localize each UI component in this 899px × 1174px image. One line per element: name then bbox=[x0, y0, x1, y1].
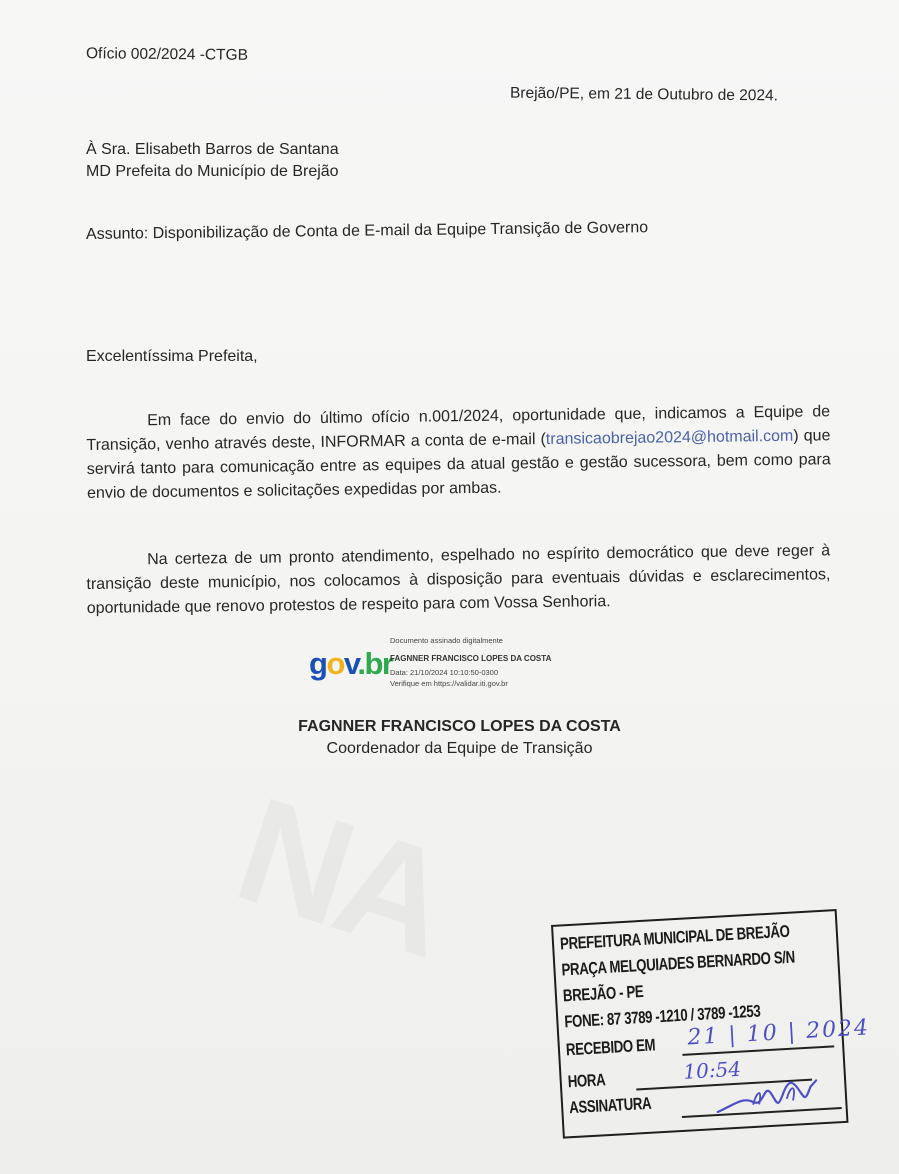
recipient-name: À Sra. Elisabeth Barros de Santana bbox=[86, 141, 339, 158]
govbr-logo: gov.br bbox=[309, 646, 393, 681]
oficio-number: Ofício 002/2024 -CTGB bbox=[85, 45, 249, 64]
signer-name: FAGNNER FRANCISCO LOPES DA COSTA bbox=[298, 718, 621, 735]
email-address: transicaobrejao2024@hotmail.com bbox=[545, 427, 794, 448]
body-paragraph-2 bbox=[86, 539, 831, 621]
stamp-line-1: PREFEITURA MUNICIPAL DE BREJÃO bbox=[559, 921, 790, 954]
digital-signature-date: Data: 21/10/2024 10:10:50-0300 bbox=[390, 668, 499, 677]
handwritten-received-time: 10:54 bbox=[682, 1056, 742, 1084]
digital-signature-verify: Verifique em https://validar.iti.gov.br bbox=[390, 679, 508, 688]
background-watermark bbox=[218, 763, 466, 991]
stamp-line-3: BREJÃO - PE bbox=[562, 981, 644, 1006]
salutation: Excelentíssima Prefeita, bbox=[86, 348, 258, 365]
digital-signature-name: FAGNNER FRANCISCO LOPES DA COSTA bbox=[390, 654, 552, 663]
recipient-title: MD Prefeita do Município de Brejão bbox=[86, 163, 339, 180]
body-paragraph-1 bbox=[86, 400, 831, 506]
reception-stamp bbox=[551, 909, 871, 1139]
subject-line: Assunto: Disponibilização de Conta de E-mail da Equipe Transição de Governo bbox=[85, 219, 649, 243]
handwritten-received-date: 21 | 10 | 2024 bbox=[686, 1015, 871, 1051]
place-date: Brejão/PE, em 21 de Outubro de 2024. bbox=[509, 84, 779, 105]
stamp-line-4: FONE: 87 3789 -1210 / 3789 -1253 bbox=[563, 1001, 761, 1032]
p1-text-before: Em face do envio do último ofício n.001/2024, oportunidade que, indicamos a Equipe de Transição, venho através deste, INFORMAR a conta de e-mail ( bbox=[86, 403, 831, 454]
p1-text-after: ) que servirá tanto para comunicação entre as equipes da atual gestão e gestão sucessora, bem como para envio de documentos e solicitações expedidas por ambas. bbox=[86, 427, 831, 502]
stamp-hora-label: HORA bbox=[567, 1070, 606, 1092]
stamp-received-label: RECEBIDO EM bbox=[565, 1035, 656, 1060]
p2-text: Na certeza de um pronto atendimento, espelhado no espírito democrático que deve reger à transição deste município, nos colocamos à disposição para eventuais dúvidas e esclarecimentos, oportunidade que renovo protestos de respeito para com Vossa Senhoria. bbox=[86, 542, 831, 617]
signer-role: Coordenador da Equipe de Transição bbox=[326, 740, 593, 757]
stamp-signature-label: ASSINATURA bbox=[568, 1093, 652, 1118]
handwritten-signature-icon bbox=[712, 1070, 824, 1120]
digital-signature-caption: Documento assinado digitalmente bbox=[390, 636, 503, 645]
stamp-line-2: PRAÇA MELQUIADES BERNARDO S/N bbox=[560, 947, 796, 980]
